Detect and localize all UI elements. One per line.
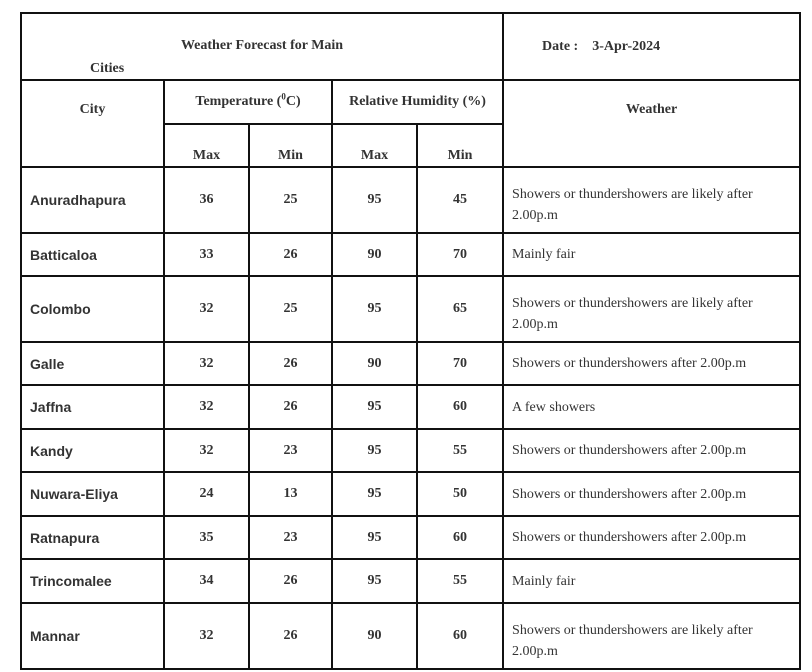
city-cell: Mannar: [21, 603, 164, 669]
temp-min-cell: 26: [249, 385, 332, 429]
header-row: [21, 80, 800, 124]
table-row: [21, 603, 800, 669]
title-row: [21, 13, 800, 80]
humidity-min-cell: 70: [417, 233, 503, 276]
temp-min-cell: 23: [249, 516, 332, 559]
city-cell: Ratnapura: [21, 516, 164, 559]
date-value: 3-Apr-2024: [592, 38, 661, 54]
temperature-header: Temperature ($^0$C): [164, 80, 332, 124]
humidity-max-cell: 95: [332, 472, 417, 516]
temp-max-cell: 32: [164, 342, 249, 385]
humidity-min-cell: 45: [417, 167, 503, 233]
humidity-min-header: Min: [417, 124, 503, 167]
temp-max-header: Max: [164, 124, 249, 167]
temp-max-cell: 34: [164, 559, 249, 603]
table-row: [21, 472, 800, 516]
city-cell: Colombo: [21, 276, 164, 342]
forecast-table: [20, 12, 801, 670]
city-header: City: [21, 80, 164, 167]
weather-cell: Showers or thundershowers are likely after 2.00p.m: [503, 603, 800, 669]
humidity-max-cell: 95: [332, 516, 417, 559]
table-row: [21, 276, 800, 342]
humidity-min-cell: 70: [417, 342, 503, 385]
city-cell: Kandy: [21, 429, 164, 472]
humidity-max-cell: 95: [332, 167, 417, 233]
table-row: [21, 516, 800, 559]
table-row: [21, 342, 800, 385]
city-cell: Anuradhapura: [21, 167, 164, 233]
humidity-min-cell: 60: [417, 385, 503, 429]
temp-max-cell: 36: [164, 167, 249, 233]
humidity-max-cell: 95: [332, 559, 417, 603]
temp-max-cell: 24: [164, 472, 249, 516]
humidity-max-cell: 95: [332, 429, 417, 472]
temp-min-cell: 26: [249, 233, 332, 276]
table-row: [21, 385, 800, 429]
table-row: [21, 233, 800, 276]
humidity-min-cell: 65: [417, 276, 503, 342]
humidity-header: Relative Humidity (%): [332, 80, 503, 124]
temp-min-cell: 25: [249, 276, 332, 342]
humidity-min-cell: 50: [417, 472, 503, 516]
weather-cell: Showers or thundershowers after 2.00p.m: [503, 342, 800, 385]
weather-cell: Showers or thundershowers after 2.00p.m: [503, 472, 800, 516]
table-row: [21, 559, 800, 603]
temp-max-cell: 32: [164, 429, 249, 472]
city-cell: Galle: [21, 342, 164, 385]
page-title-continued: Cities: [90, 61, 125, 76]
temp-max-cell: 32: [164, 385, 249, 429]
weather-cell: Showers or thundershowers are likely after 2.00p.m: [503, 276, 800, 342]
date-cell: [503, 13, 800, 80]
temp-min-cell: 26: [249, 342, 332, 385]
humidity-max-cell: 90: [332, 233, 417, 276]
temp-max-cell: 35: [164, 516, 249, 559]
temp-min-header: Min: [249, 124, 332, 167]
temp-min-cell: 26: [249, 559, 332, 603]
temp-max-cell: 33: [164, 233, 249, 276]
humidity-max-header: Max: [332, 124, 417, 167]
temp-min-cell: 23: [249, 429, 332, 472]
city-cell: Nuwara-Eliya: [21, 472, 164, 516]
title-cell: [21, 13, 503, 80]
temp-min-cell: 25: [249, 167, 332, 233]
humidity-max-cell: 90: [332, 342, 417, 385]
table-row: [21, 167, 800, 233]
weather-cell: Showers or thundershowers after 2.00p.m: [503, 516, 800, 559]
humidity-min-cell: 55: [417, 429, 503, 472]
weather-header: Weather: [503, 80, 800, 167]
temp-min-cell: 26: [249, 603, 332, 669]
humidity-min-cell: 55: [417, 559, 503, 603]
weather-cell: Mainly fair: [503, 559, 800, 603]
weather-cell: Showers or thundershowers after 2.00p.m: [503, 429, 800, 472]
city-cell: Batticaloa: [21, 233, 164, 276]
city-cell: Jaffna: [21, 385, 164, 429]
weather-cell: Showers or thundershowers are likely after 2.00p.m: [503, 167, 800, 233]
weather-cell: Mainly fair: [503, 233, 800, 276]
humidity-min-cell: 60: [417, 516, 503, 559]
humidity-max-cell: 95: [332, 385, 417, 429]
humidity-min-cell: 60: [417, 603, 503, 669]
temp-max-cell: 32: [164, 603, 249, 669]
table-row: [21, 429, 800, 472]
page-title: Weather Forecast for Main: [180, 38, 344, 53]
temp-min-cell: 13: [249, 472, 332, 516]
weather-cell: A few showers: [503, 385, 800, 429]
city-cell: Trincomalee: [21, 559, 164, 603]
humidity-max-cell: 95: [332, 276, 417, 342]
temp-max-cell: 32: [164, 276, 249, 342]
date-label: Date :: [542, 38, 579, 54]
humidity-max-cell: 90: [332, 603, 417, 669]
